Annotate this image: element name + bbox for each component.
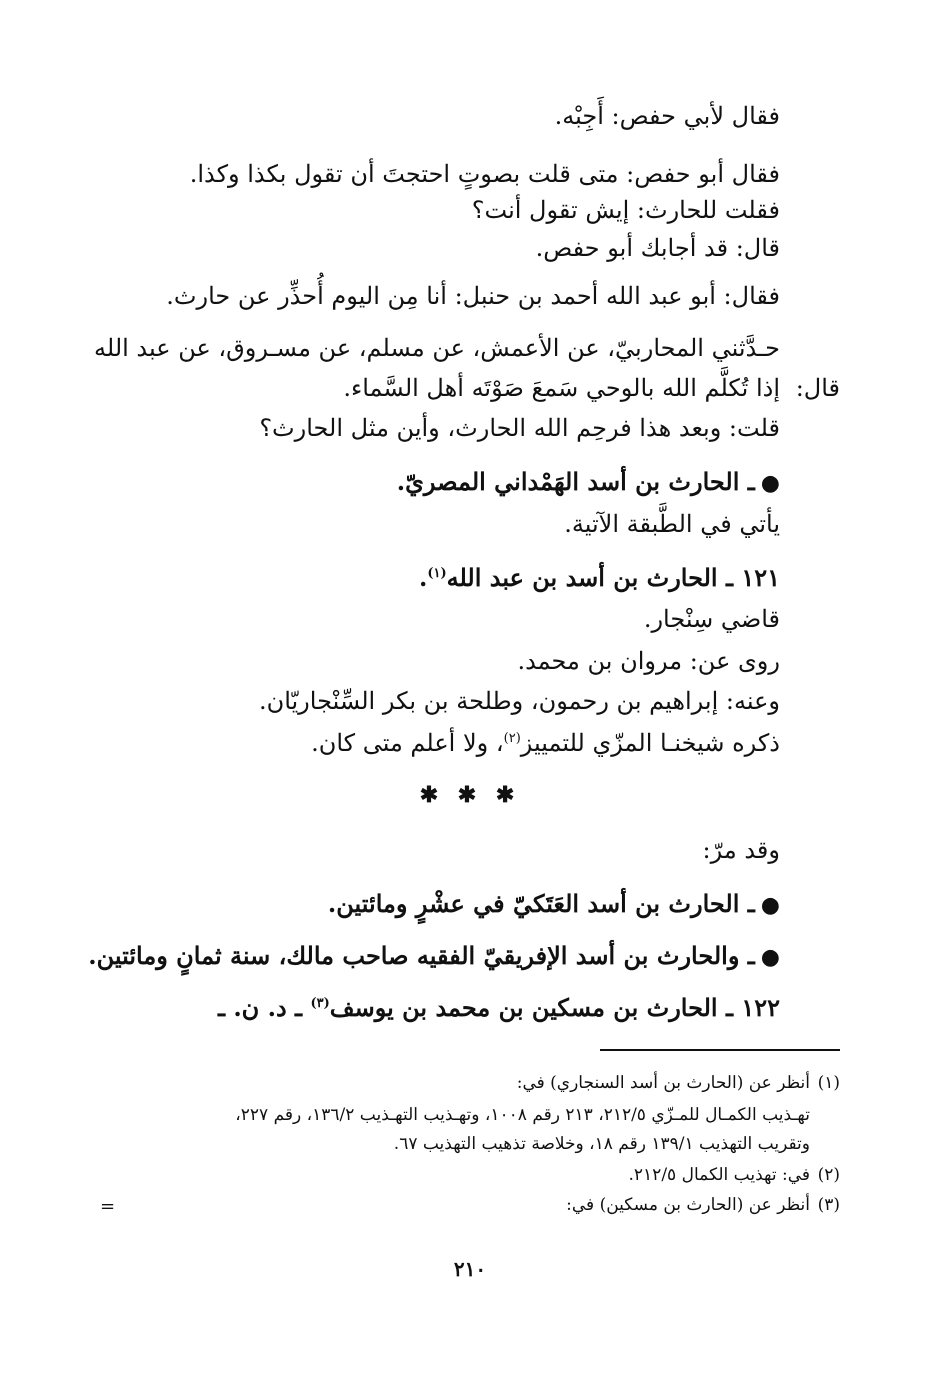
text-line: وعنه: إبراهيم بن رحمون، وطلحة بن بكر السِّنْجاريّان.	[258, 687, 780, 715]
text-line: قلت: وبعد هذا فرحِم الله الحارث، وأين مثل الحارث؟	[259, 414, 780, 442]
section-separator: ✱ ✱ ✱	[419, 782, 521, 808]
text-line: فقال لأبي حفص: أَجِبْه.	[554, 102, 780, 130]
entry-heading-text: ١٢١ ـ الحارث بن أسد بن عبد الله	[446, 563, 780, 592]
entry-heading	[88, 940, 780, 973]
footnote-line	[96, 1192, 840, 1218]
entry-heading	[100, 992, 780, 1024]
text-line: قاضي سِنْجار.	[643, 605, 780, 633]
entry-heading-text: ـ الحارث بن أسد العَتَكيّ في عشْرٍ ومائتين.	[327, 889, 755, 918]
text-segment: ، ولا أعلم متى كان.	[311, 729, 504, 757]
entry-heading-text: ـ الحارث بن أسد الهَمْداني المصريّ.	[396, 467, 755, 496]
text-segment: ذكره شيخنـا المزّي للتمييز	[520, 729, 780, 757]
text-line: يأتي في الطَّبقة الآتية.	[564, 510, 780, 538]
entry-heading-text: ـ والحارث بن أسد الإفريقيّ الفقيه صاحب مالك، سنة ثمانٍ ومائتين.	[88, 941, 755, 970]
entry-heading	[100, 466, 780, 499]
entry-heading	[100, 888, 780, 921]
footnote-marker[interactable]: (١)	[427, 566, 447, 581]
bullet-icon: ●	[760, 944, 780, 970]
bullet-icon: ●	[760, 470, 780, 496]
entry-heading-end: .	[418, 563, 428, 592]
footnote-line	[96, 1162, 840, 1188]
footnote-line: تهـذيب الكمـال للمـزّي ٢١٢/٥، ٢١٣ رقم ١٠٠٨، وتهـذيب التهـذيب ١٣٦/٢، رقم ٢٢٧،	[235, 1105, 810, 1125]
text-line: روى عن: مروان بن محمد.	[517, 647, 780, 675]
footnote-rule	[600, 1049, 840, 1051]
footnote-text: في: تهذيب الكمال ٢١٢/٥.	[628, 1165, 810, 1185]
text-line	[100, 727, 780, 759]
footnote-number: (٣)	[817, 1195, 840, 1215]
footnote-marker[interactable]: (٢)	[503, 731, 521, 746]
entry-heading-end: ـ د. ن. ـ	[217, 993, 311, 1022]
continuation-mark: =	[100, 1196, 116, 1217]
text-line: حـدَّثني المحاربيّ، عن الأعمش، عن مسلم، عن مسـروق، عن عبد الله	[94, 334, 780, 362]
bullet-icon: ●	[760, 892, 780, 918]
text-line: إذا تُكلَّم الله بالوحي سَمعَ صَوْتَه أهل السَّماء.	[343, 374, 780, 402]
entry-heading-text: ١٢٢ ـ الحارث بن مسكين بن محمد بن يوسف	[329, 993, 780, 1022]
text-line: قال: قد أجابك أبو حفص.	[535, 234, 780, 262]
text-line: فقال أبو حفص: متى قلت بصوتٍ احتجتَ أن تقول بكذا وكذا.	[189, 160, 780, 188]
footnote-text: أنظر عن (الحارث بن أسد السنجاري) في:	[516, 1073, 810, 1093]
page-number: ٢١٠	[453, 1257, 487, 1281]
footnote-line	[96, 1070, 840, 1096]
footnote-marker[interactable]: (٣)	[310, 996, 330, 1011]
qal-label: قال:	[795, 374, 840, 402]
footnote-number: (٢)	[817, 1165, 840, 1185]
text-line: فقال: أبو عبد الله أحمد بن حنبل: أنا مِن اليوم أُحذِّر عن حارث.	[166, 282, 780, 310]
entry-heading	[100, 562, 780, 594]
footnote-number: (١)	[817, 1073, 840, 1093]
text-line: وقد مرّ:	[702, 836, 780, 864]
text-line: فقلت للحارث: إيش تقول أنت؟	[471, 196, 780, 224]
footnote-text: أنظر عن (الحارث بن مسكين) في:	[566, 1195, 810, 1215]
footnote-line: وتقريب التهذيب ١٣٩/١ رقم ١٨، وخلاصة تذهيب التهذيب ٦٧.	[393, 1134, 810, 1154]
